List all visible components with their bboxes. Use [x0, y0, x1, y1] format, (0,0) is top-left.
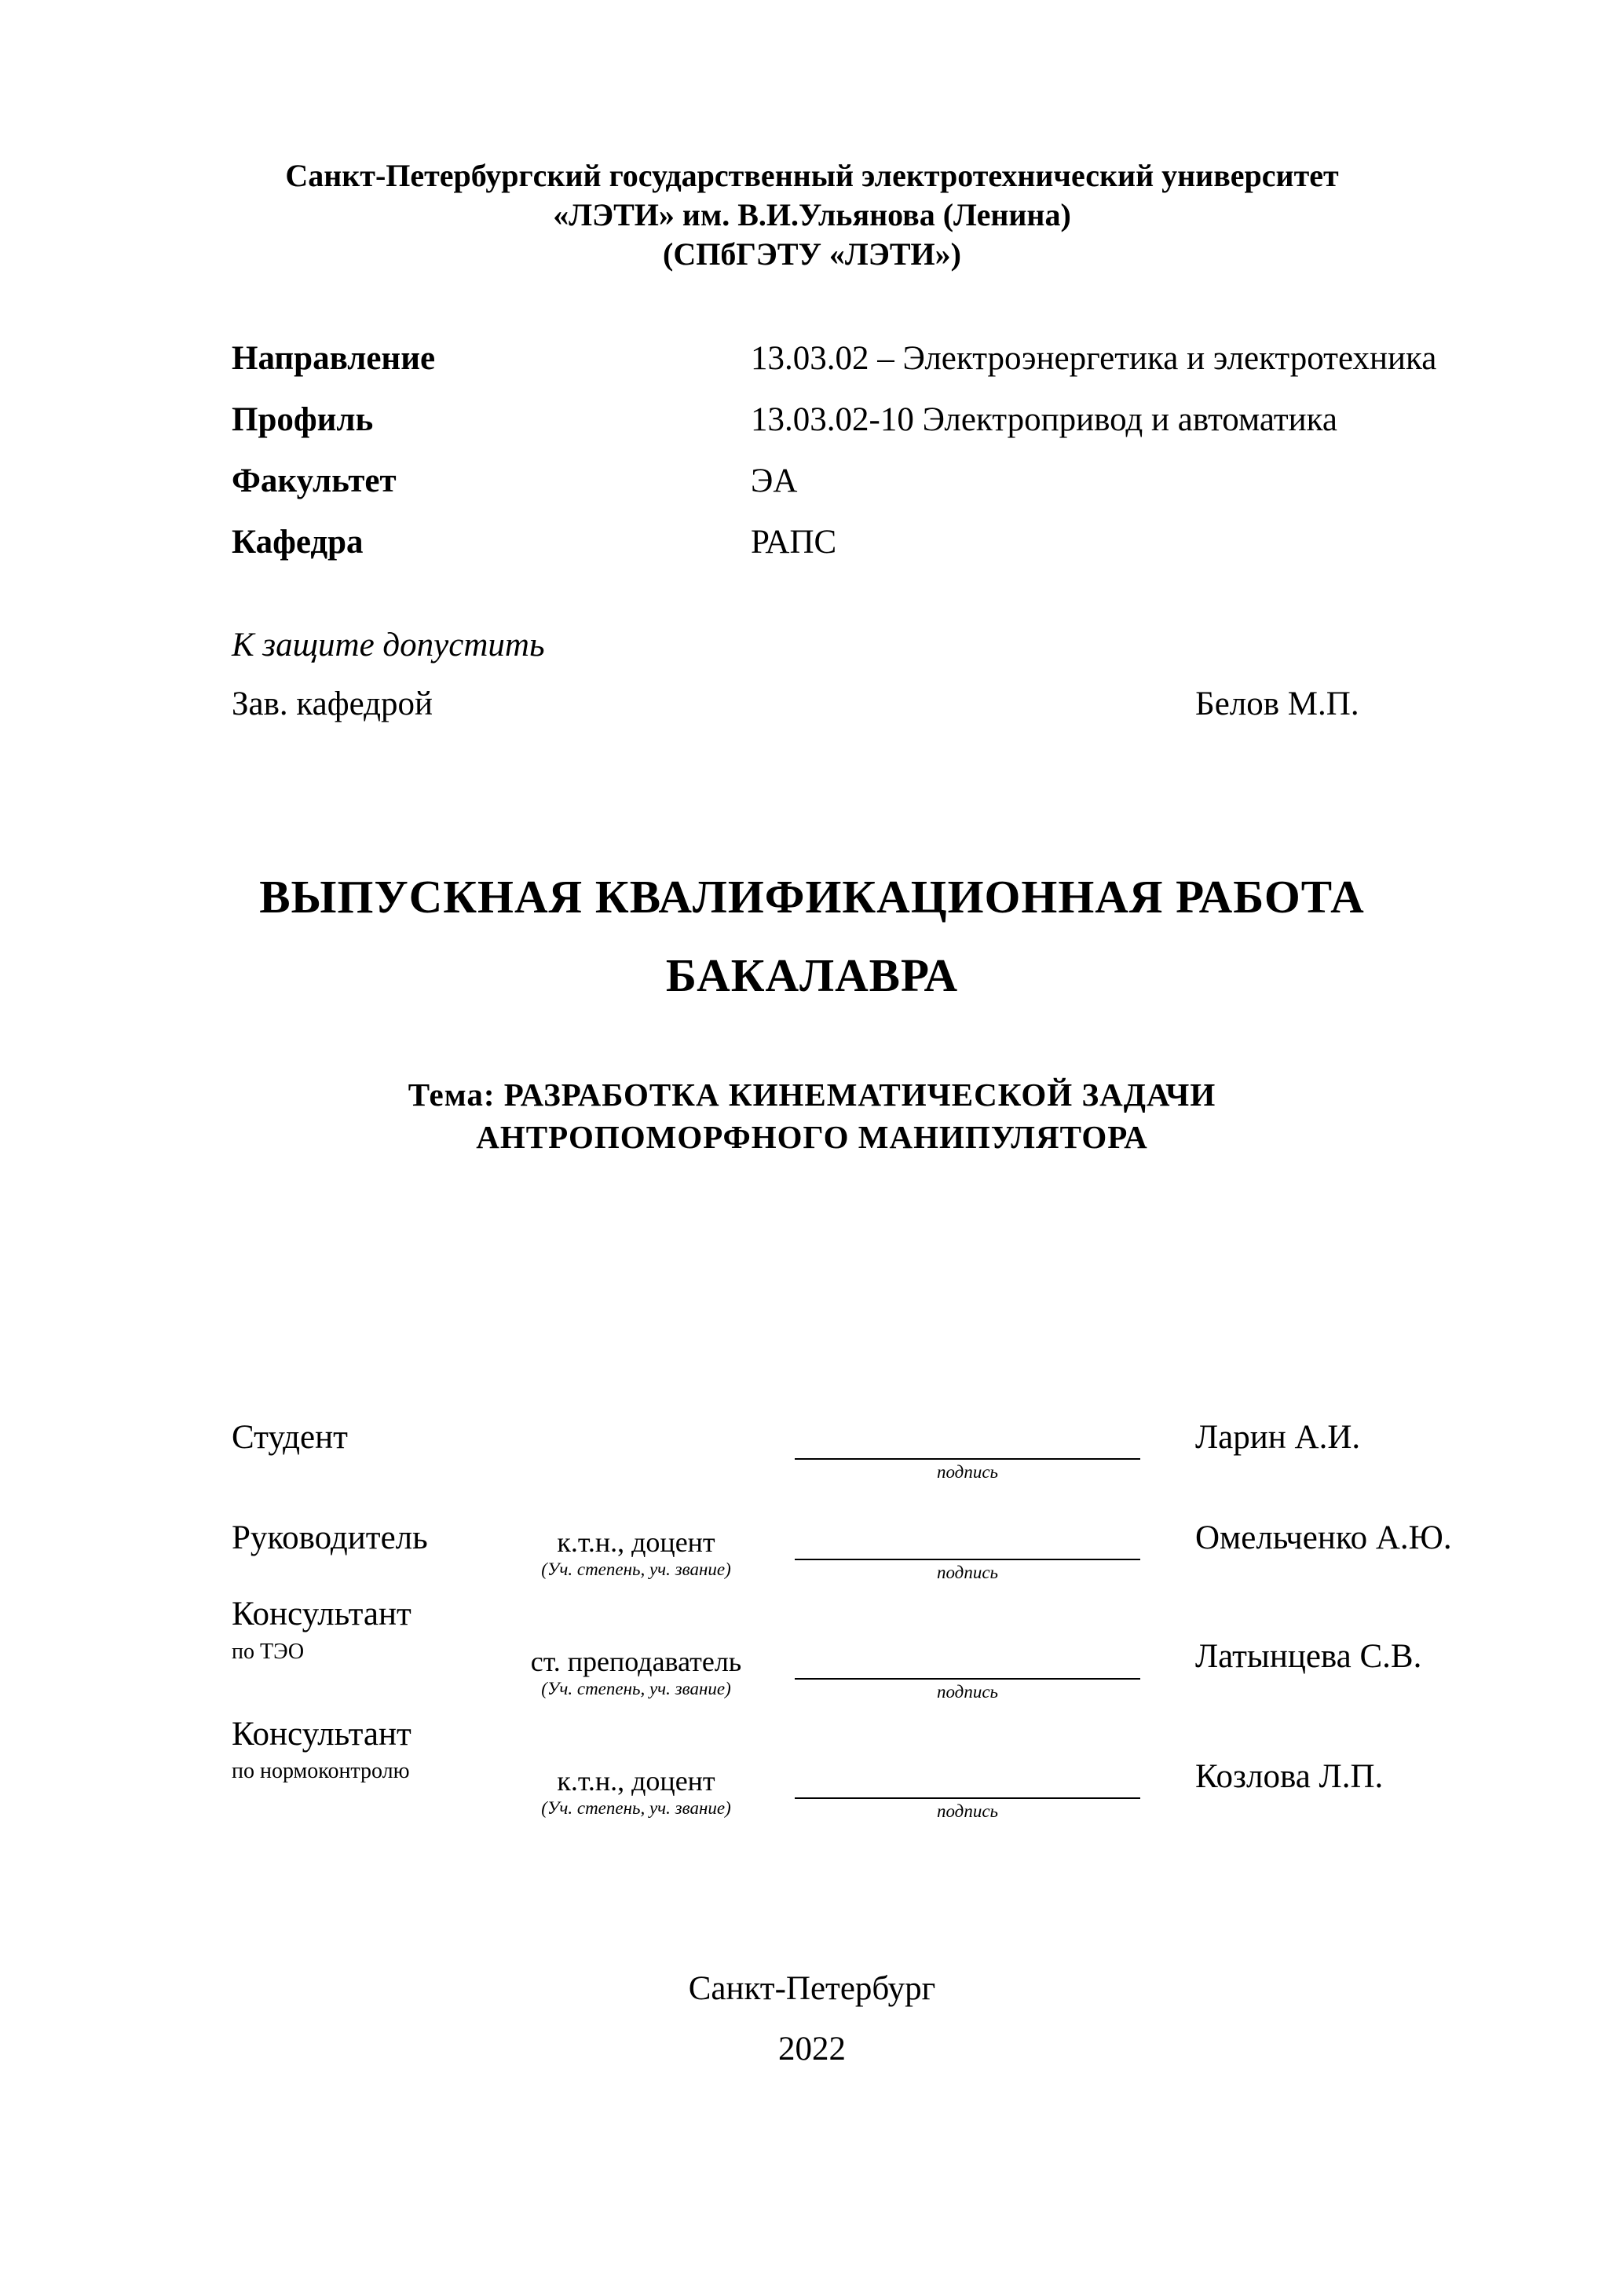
consultant-norm-role: Консультант	[232, 1716, 411, 1753]
student-name: Ларин А.И.	[1195, 1419, 1361, 1456]
footer-year: 2022	[778, 2031, 846, 2067]
department-value: РАПС	[751, 524, 837, 561]
consultant-teo-name: Латынцева С.В.	[1195, 1638, 1422, 1675]
profile-value: 13.03.02-10 Электропривод и автоматика	[751, 401, 1337, 438]
university-name: Санкт-Петербургский государственный электротехнический университет	[285, 158, 1339, 193]
consultant-norm-rank-caption: (Уч. степень, уч. звание)	[541, 1798, 731, 1818]
consultant-teo-signature-caption: подпись	[936, 1682, 998, 1702]
consultant-teo-signature-line	[795, 1678, 1140, 1680]
direction-value: 13.03.02 – Электроэнергетика и электротехника	[751, 340, 1437, 377]
admit-to-defense: К защите допустить	[232, 627, 545, 664]
work-title-line-2: БАКАЛАВРА	[665, 949, 959, 1001]
university-abbreviation: (СПбГЭТУ «ЛЭТИ»)	[663, 236, 961, 272]
consultant-teo-subrole: по ТЭО	[232, 1640, 305, 1664]
head-of-department-label: Зав. кафедрой	[232, 686, 433, 722]
consultant-norm-signature-caption: подпись	[936, 1801, 998, 1821]
supervisor-rank: к.т.н., доцент	[557, 1526, 715, 1558]
footer-city: Санкт-Петербург	[688, 1970, 936, 2007]
supervisor-rank-caption: (Уч. степень, уч. звание)	[541, 1559, 731, 1579]
head-of-department-name: Белов М.П.	[1195, 686, 1359, 722]
consultant-norm-rank: к.т.н., доцент	[557, 1765, 715, 1797]
supervisor-signature-line	[795, 1559, 1140, 1560]
work-title-line-1: ВЫПУСКНАЯ КВАЛИФИКАЦИОННАЯ РАБОТА	[259, 871, 1365, 923]
supervisor-role: Руководитель	[232, 1519, 428, 1556]
consultant-norm-name: Козлова Л.П.	[1195, 1758, 1384, 1795]
direction-label: Направление	[232, 340, 436, 377]
faculty-value: ЭА	[751, 462, 798, 499]
consultant-norm-signature-line	[795, 1797, 1140, 1799]
university-short-name: «ЛЭТИ» им. В.И.Ульянова (Ленина)	[553, 197, 1071, 232]
consultant-norm-subrole: по нормоконтролю	[232, 1759, 410, 1783]
topic-line-2: АНТРОПОМОРФНОГО МАНИПУЛЯТОРА	[476, 1119, 1148, 1155]
supervisor-signature-caption: подпись	[936, 1563, 998, 1582]
consultant-teo-rank: ст. преподаватель	[530, 1646, 742, 1677]
student-role: Студент	[232, 1419, 348, 1456]
consultant-teo-rank-caption: (Уч. степень, уч. звание)	[541, 1679, 731, 1698]
topic-line-1: Тема: РАЗРАБОТКА КИНЕМАТИЧЕСКОЙ ЗАДАЧИ	[408, 1077, 1216, 1113]
consultant-teo-role: Консультант	[232, 1596, 411, 1632]
faculty-label: Факультет	[232, 462, 397, 499]
student-signature-line	[795, 1458, 1140, 1460]
student-signature-caption: подпись	[936, 1462, 998, 1482]
profile-label: Профиль	[232, 401, 374, 438]
supervisor-name: Омельченко А.Ю.	[1195, 1519, 1452, 1556]
department-label: Кафедра	[232, 524, 364, 561]
